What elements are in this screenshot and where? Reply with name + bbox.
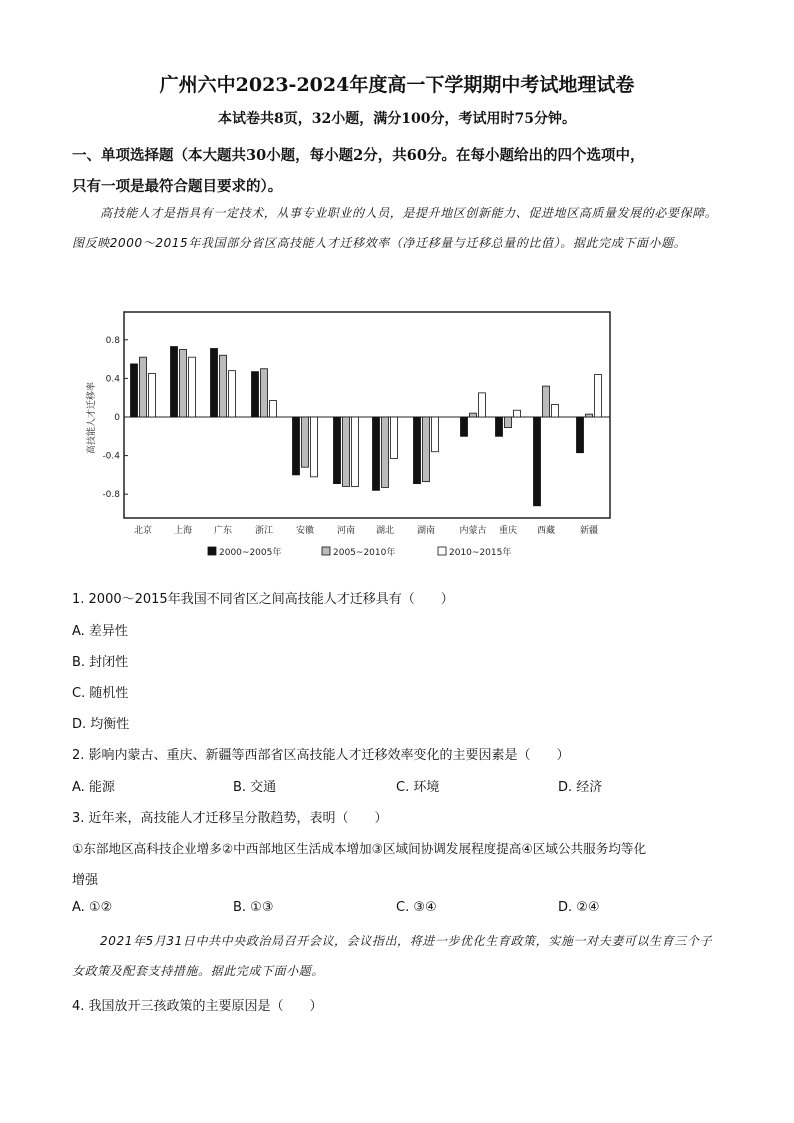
q1-option-c: C. 随机性 xyxy=(72,686,129,701)
x-tick-label: 浙江 xyxy=(254,526,274,536)
q3-option-a: A. ①② xyxy=(72,900,113,915)
q3-option-d: D. ②④ xyxy=(558,900,600,915)
bar xyxy=(382,417,389,487)
question-4-stem: 4. 我国放开三孩政策的主要原因是（ ） xyxy=(72,999,323,1014)
bar xyxy=(595,375,602,417)
bar xyxy=(252,372,259,417)
bar xyxy=(180,349,187,417)
section-heading-line1: 一、单项选择题（本大题共30小题，每小题2分，共60分。在每小题给出的四个选项中， xyxy=(72,147,645,164)
y-tick-label: 0.4 xyxy=(105,374,120,385)
x-tick-label: 上海 xyxy=(173,526,193,536)
x-tick-label: 北京 xyxy=(133,526,153,536)
question-2-stem: 2. 影响内蒙古、重庆、新疆等西部省区高技能人才迁移效率变化的主要因素是（ ） xyxy=(72,748,570,763)
section-heading xyxy=(72,140,732,202)
bar xyxy=(543,386,550,417)
legend-label: 2010~2015年 xyxy=(449,548,512,558)
bar xyxy=(261,369,268,417)
x-tick-label: 广东 xyxy=(213,526,233,536)
q3-statements-line2: 增强 xyxy=(72,873,99,888)
bar xyxy=(391,417,398,458)
exam-title: 广州六中2023-2024年度高一下学期期中考试地理试卷 xyxy=(159,74,635,96)
legend-label: 2000~2005年 xyxy=(219,548,282,558)
q2-option-a: A. 能源 xyxy=(72,780,115,795)
bar xyxy=(140,357,147,417)
bar xyxy=(373,417,380,490)
bar xyxy=(534,417,541,506)
bar xyxy=(552,404,559,417)
bar xyxy=(577,417,584,453)
exam-subtitle: 本试卷共8页，32小题，满分100分，考试用时75分钟。 xyxy=(218,111,576,127)
y-axis-label: 高技能人才迁移率 xyxy=(87,381,97,455)
migration-chart xyxy=(84,306,624,566)
q2-option-c: C. 环境 xyxy=(396,780,440,795)
bar xyxy=(229,371,236,417)
bar xyxy=(220,355,227,417)
x-tick-label: 内蒙古 xyxy=(459,526,487,536)
bar xyxy=(496,417,503,436)
x-tick-label: 新疆 xyxy=(579,526,599,536)
bar xyxy=(211,348,218,417)
y-tick-label: -0.4 xyxy=(102,451,120,462)
bar xyxy=(432,417,439,452)
passage-1: 高技能人才是指具有一定技术，从事专业职业的人员，是提升地区创新能力、促进地区高质量发展的必要保障。图反映2000～2015年我国部分省区高技能人才迁移效率（净迁移量与迁移总量的比值）。据此完成下面小题。 xyxy=(72,206,718,250)
y-tick-label: 0.8 xyxy=(105,335,120,346)
bar xyxy=(414,417,421,484)
bar xyxy=(343,417,350,486)
question-3-stem: 3. 近年来，高技能人才迁移呈分散趋势，表明（ ） xyxy=(72,811,388,826)
bar xyxy=(586,414,593,417)
legend-label: 2005~2010年 xyxy=(333,548,396,558)
bar xyxy=(171,347,178,417)
x-tick-label: 湖北 xyxy=(375,526,395,536)
q2-option-b: B. 交通 xyxy=(233,780,277,795)
x-tick-label: 重庆 xyxy=(498,526,518,536)
bar xyxy=(470,413,477,417)
bar xyxy=(479,393,486,417)
bar xyxy=(270,401,277,417)
bar xyxy=(352,417,359,486)
bar xyxy=(514,410,521,417)
legend-swatch xyxy=(208,547,216,555)
x-tick-label: 湖南 xyxy=(416,526,436,536)
x-tick-label: 安徽 xyxy=(295,526,315,536)
x-tick-label: 西藏 xyxy=(536,526,556,536)
q2-option-d: D. 经济 xyxy=(558,780,603,795)
q1-option-b: B. 封闭性 xyxy=(72,655,129,670)
q1-option-d: D. 均衡性 xyxy=(72,717,130,732)
q1-option-a: A. 差异性 xyxy=(72,624,128,639)
bar xyxy=(293,417,300,475)
q3-option-c: C. ③④ xyxy=(396,900,437,915)
x-tick-label: 河南 xyxy=(336,526,356,536)
bar xyxy=(311,417,318,477)
q3-option-b: B. ①③ xyxy=(233,900,274,915)
passage-2: 2021年5月31日中共中央政治局召开会议，会议指出，将进一步优化生育政策，实施一对夫妻可以生育三个子女政策及配套支持措施。据此完成下面小题。 xyxy=(72,934,713,978)
section-heading-line2: 只有一项是最符合题目要求的）。 xyxy=(72,178,283,195)
y-tick-label: -0.8 xyxy=(102,490,120,501)
question-1-stem: 1. 2000～2015年我国不同省区之间高技能人才迁移具有（ ） xyxy=(72,592,454,607)
bar xyxy=(334,417,341,484)
bar xyxy=(189,357,196,417)
bar xyxy=(461,417,468,436)
q3-statements-line1: ①东部地区高科技企业增多②中西部地区生活成本增加③区域间协调发展程度提高④区域公共服务均等化 xyxy=(72,841,647,856)
legend-swatch xyxy=(438,547,446,555)
bar xyxy=(131,364,138,417)
bar xyxy=(505,417,512,428)
bar xyxy=(302,417,309,467)
bar xyxy=(149,374,156,417)
bar xyxy=(423,417,430,482)
legend-swatch xyxy=(322,547,330,555)
y-tick-label: 0 xyxy=(114,413,120,423)
